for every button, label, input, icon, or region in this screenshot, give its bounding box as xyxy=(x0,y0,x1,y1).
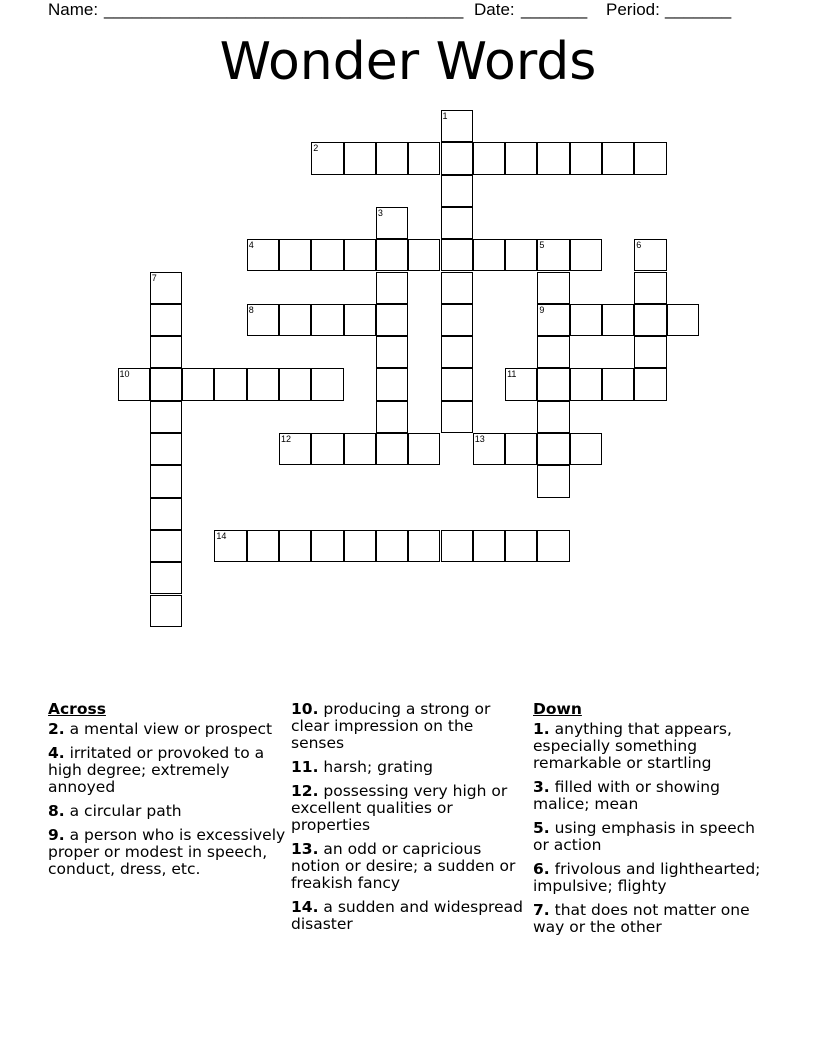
cell-number: 5 xyxy=(539,240,545,251)
name-label: Name: xyxy=(48,0,99,19)
grid-cell[interactable] xyxy=(473,433,505,465)
clue-across-14: 14. a sudden and widespread disaster xyxy=(291,898,523,933)
grid-cell[interactable] xyxy=(537,401,569,433)
grid-cell[interactable] xyxy=(537,304,569,336)
grid-cell[interactable] xyxy=(441,336,473,368)
cell-number: 9 xyxy=(539,304,545,315)
cell-number: 13 xyxy=(474,434,485,444)
grid-cell[interactable] xyxy=(279,304,311,336)
grid-cell[interactable] xyxy=(279,530,311,562)
grid-cell[interactable] xyxy=(150,336,182,368)
clue-down-1: 1. anything that appears, especially something remarkable or startling xyxy=(533,720,732,772)
cell-number: 3 xyxy=(377,207,383,218)
grid-cell[interactable] xyxy=(214,530,246,562)
grid-cell[interactable] xyxy=(537,530,569,562)
grid-cell[interactable] xyxy=(150,498,182,530)
grid-cell[interactable] xyxy=(214,368,246,400)
grid-cell[interactable] xyxy=(118,368,150,400)
grid-cell[interactable] xyxy=(247,530,279,562)
cell-number: 12 xyxy=(281,434,292,444)
page-title: Wonder Words xyxy=(219,32,597,92)
clue-down-5: 5. using emphasis in speech or action xyxy=(533,819,755,854)
grid-cell[interactable] xyxy=(150,465,182,497)
down-heading: Down xyxy=(533,700,582,718)
grid-cell[interactable] xyxy=(311,530,343,562)
clue-across-2: 2. a mental view or prospect xyxy=(48,720,273,738)
grid-cell[interactable] xyxy=(441,401,473,433)
grid-cell[interactable] xyxy=(667,304,699,336)
grid-cell[interactable] xyxy=(441,368,473,400)
grid-cell[interactable] xyxy=(150,401,182,433)
grid-cell[interactable] xyxy=(634,142,666,174)
grid-cell[interactable] xyxy=(473,530,505,562)
grid-cell[interactable] xyxy=(505,368,537,400)
grid-cell[interactable] xyxy=(570,433,602,465)
grid-cell[interactable] xyxy=(537,433,569,465)
grid-cell[interactable] xyxy=(376,207,408,239)
grid-cell[interactable] xyxy=(311,368,343,400)
grid-cell[interactable] xyxy=(376,433,408,465)
date-blank[interactable]: _______ xyxy=(521,0,588,19)
grid-cell[interactable] xyxy=(634,239,666,271)
grid-cell[interactable] xyxy=(634,368,666,400)
grid-cell[interactable] xyxy=(344,433,376,465)
clue-down-6: 6. frivolous and lighthearted; impulsive; flighty xyxy=(533,860,761,895)
grid-cell[interactable] xyxy=(150,530,182,562)
cell-number: 11 xyxy=(507,369,517,380)
grid-cell[interactable] xyxy=(344,304,376,336)
clue-across-11: 11. harsh; grating xyxy=(291,758,433,776)
grid-cell[interactable] xyxy=(634,304,666,336)
grid-cell[interactable] xyxy=(505,530,537,562)
grid-cell[interactable] xyxy=(602,142,634,174)
grid-cell[interactable] xyxy=(344,142,376,174)
grid-cell[interactable] xyxy=(376,142,408,174)
grid-cell[interactable] xyxy=(473,142,505,174)
grid-cell[interactable] xyxy=(150,304,182,336)
grid-cell[interactable] xyxy=(441,239,473,271)
clue-across-9: 9. a person who is excessively proper or modest in speech, conduct, dress, etc. xyxy=(48,826,286,878)
grid-cell[interactable] xyxy=(537,336,569,368)
grid-cell[interactable] xyxy=(537,465,569,497)
grid-cell[interactable] xyxy=(247,304,279,336)
cell-number: 8 xyxy=(248,304,254,315)
grid-cell[interactable] xyxy=(408,142,440,174)
clue-across-4: 4. irritated or provoked to a high degree; extremely annoyed xyxy=(48,744,265,796)
grid-cell[interactable] xyxy=(279,433,311,465)
grid-cell[interactable] xyxy=(344,239,376,271)
grid-cell[interactable] xyxy=(408,530,440,562)
grid-cell[interactable] xyxy=(182,368,214,400)
grid-cell[interactable] xyxy=(376,530,408,562)
grid-cell[interactable] xyxy=(150,272,182,304)
grid-cell[interactable] xyxy=(634,272,666,304)
grid-cell[interactable] xyxy=(311,239,343,271)
period-label: Period: xyxy=(606,0,660,19)
grid-cell[interactable] xyxy=(570,142,602,174)
grid-cell[interactable] xyxy=(150,595,182,627)
grid-cell[interactable] xyxy=(441,110,473,142)
grid-cell[interactable] xyxy=(473,239,505,271)
grid-cell[interactable] xyxy=(247,368,279,400)
grid-cell[interactable] xyxy=(311,304,343,336)
grid-cell[interactable] xyxy=(441,272,473,304)
clue-across-8: 8. a circular path xyxy=(48,802,182,820)
grid-cell[interactable] xyxy=(376,368,408,400)
grid-cell[interactable] xyxy=(505,239,537,271)
grid-cell[interactable] xyxy=(570,239,602,271)
grid-cell[interactable] xyxy=(570,368,602,400)
cell-number: 7 xyxy=(151,272,157,283)
cell-number: 10 xyxy=(119,369,130,380)
grid-cell[interactable] xyxy=(441,142,473,174)
grid-cell[interactable] xyxy=(408,239,440,271)
cell-number: 14 xyxy=(216,530,227,541)
grid-cell[interactable] xyxy=(441,175,473,207)
period-blank[interactable]: _______ xyxy=(665,0,732,19)
clue-across-13: 13. an odd or capricious notion or desire; a sudden or freakish fancy xyxy=(291,840,516,892)
grid-cell[interactable] xyxy=(602,304,634,336)
grid-cell[interactable] xyxy=(247,239,279,271)
grid-cell[interactable] xyxy=(441,207,473,239)
cell-number: 4 xyxy=(248,240,254,251)
grid-cell[interactable] xyxy=(537,368,569,400)
across-clues-col1 xyxy=(48,701,288,885)
cell-number: 1 xyxy=(442,111,448,121)
grid-cell[interactable] xyxy=(602,368,634,400)
cell-number: 2 xyxy=(313,143,319,154)
grid-cell[interactable] xyxy=(376,239,408,271)
grid-cell[interactable] xyxy=(376,272,408,304)
across-clues-col2 xyxy=(291,701,526,940)
clue-across-12: 12. possessing very high or excellent qualities or properties xyxy=(291,782,508,834)
grid-cell[interactable] xyxy=(505,433,537,465)
grid-cell[interactable] xyxy=(344,530,376,562)
grid-cell[interactable] xyxy=(537,272,569,304)
cell-number: 6 xyxy=(636,240,642,251)
grid-cell[interactable] xyxy=(570,304,602,336)
grid-cell[interactable] xyxy=(376,401,408,433)
grid-cell[interactable] xyxy=(441,304,473,336)
grid-cell[interactable] xyxy=(150,368,182,400)
across-heading: Across xyxy=(48,700,106,718)
grid-cell[interactable] xyxy=(376,304,408,336)
grid-cell[interactable] xyxy=(537,239,569,271)
grid-cell[interactable] xyxy=(150,562,182,594)
grid-cell[interactable] xyxy=(279,368,311,400)
grid-cell[interactable] xyxy=(376,336,408,368)
grid-cell[interactable] xyxy=(634,336,666,368)
grid-cell[interactable] xyxy=(311,142,343,174)
down-clues xyxy=(533,701,768,943)
grid-cell[interactable] xyxy=(150,433,182,465)
clue-across-10: 10. producing a strong or clear impression on the senses xyxy=(291,700,491,752)
grid-cell[interactable] xyxy=(441,530,473,562)
clue-down-3: 3. filled with or showing malice; mean xyxy=(533,778,720,813)
grid-cell[interactable] xyxy=(311,433,343,465)
clue-down-7: 7. that does not matter one way or the other xyxy=(533,901,750,936)
grid-cell[interactable] xyxy=(505,142,537,174)
date-label: Date: xyxy=(474,0,515,19)
name-blank[interactable]: ______________________________________ xyxy=(104,0,464,19)
grid-cell[interactable] xyxy=(279,239,311,271)
grid-cell[interactable] xyxy=(537,142,569,174)
grid-cell[interactable] xyxy=(408,433,440,465)
